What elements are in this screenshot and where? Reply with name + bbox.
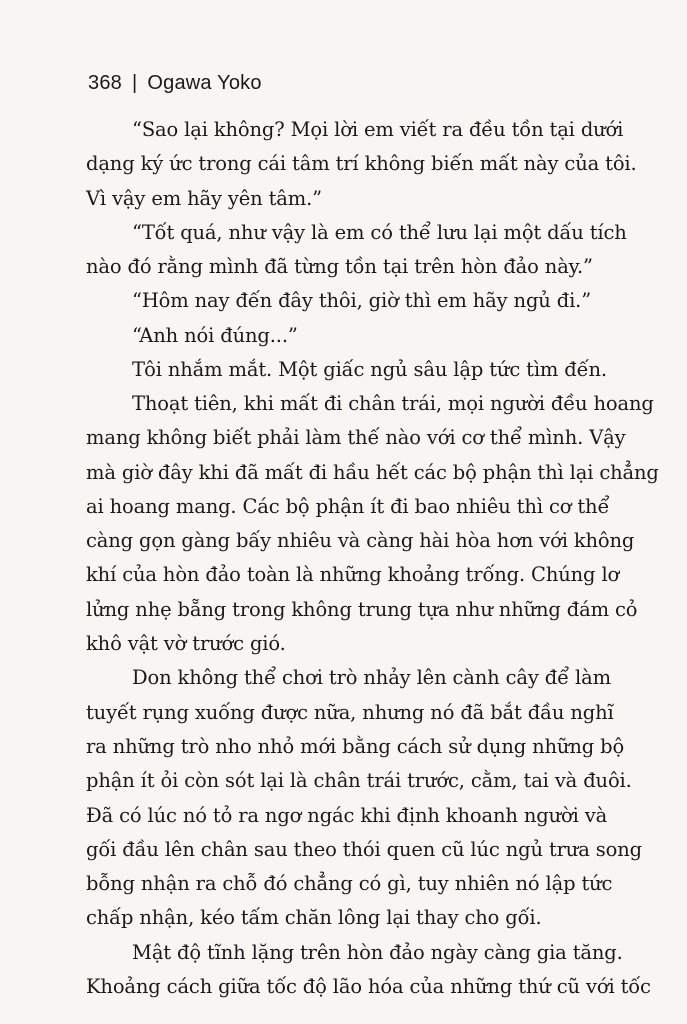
text-line: “Hôm nay đến đây thôi, giờ thì em hãy ngủ đi.”: [132, 289, 592, 313]
text-line: Đã có lúc nó tỏ ra ngơ ngác khi định khoanh người và: [86, 803, 608, 827]
text-line: Mật độ tĩnh lặng trên hòn đảo ngày càng gia tăng.: [132, 940, 623, 964]
header-separator: |: [131, 72, 138, 94]
text-line: “Anh nói đúng...”: [132, 323, 298, 347]
author-name: Ogawa Yoko: [147, 72, 262, 94]
text-line: mang không biết phải làm thế nào với cơ thể mình. Vậy: [86, 426, 626, 450]
text-line: “Tốt quá, như vậy là em có thể lưu lại một dấu tích: [132, 220, 627, 244]
text-line: càng gọn gàng bấy nhiêu và càng hài hòa hơn với không: [86, 529, 635, 553]
text-line: mà giờ đây khi đã mất đi hầu hết các bộ phận thì lại chẳng: [86, 460, 659, 484]
text-line: khô vật vờ trước gió.: [86, 632, 286, 656]
text-line: Don không thể chơi trò nhảy lên cành cây để làm: [132, 666, 611, 690]
text-line: dạng ký ức trong cái tâm trí không biến mất này của tôi.: [86, 152, 637, 176]
dialogue-section: [86, 113, 637, 387]
text-line: Khoảng cách giữa tốc độ lão hóa của những thứ cũ với tốc: [86, 975, 651, 999]
text-line: chấp nhận, kéo tấm chăn lông lại thay cho gối.: [86, 906, 542, 930]
narrative-section: [86, 387, 659, 1004]
text-line: phận ít ỏi còn sót lại là chân trái trước, cằm, tai và đuôi.: [86, 769, 632, 793]
text-line: tuyết rụng xuống được nữa, nhưng nó đã bắt đầu nghĩ: [86, 700, 614, 724]
text-line: Thoạt tiên, khi mất đi chân trái, mọi người đều hoang: [132, 392, 654, 415]
text-line: ai hoang mang. Các bộ phận ít đi bao nhiêu thì cơ thể: [86, 494, 610, 518]
text-line: khí của hòn đảo toàn là những khoảng trống. Chúng lơ: [86, 563, 620, 587]
text-line: lửng nhẹ bẵng trong không trung tựa như những đám cỏ: [86, 597, 638, 621]
text-line: nào đó rằng mình đã từng tồn tại trên hòn đảo này.”: [86, 255, 593, 279]
text-line: Tôi nhắm mắt. Một giấc ngủ sâu lập tức tìm đến.: [132, 358, 607, 382]
page-number: 368: [88, 72, 122, 94]
text-line: ra những trò nho nhỏ mới bằng cách sử dụng những bộ: [86, 734, 625, 758]
text-line: Vì vậy em hãy yên tâm.”: [86, 186, 322, 210]
text-line: “Sao lại không? Mọi lời em viết ra đều tồn tại dưới: [132, 118, 624, 141]
text-line: gối đầu lên chân sau theo thói quen cũ lúc ngủ trưa song: [86, 837, 642, 861]
text-line: bỗng nhận ra chỗ đó chẳng có gì, tuy nhiên nó lập tức: [86, 872, 613, 896]
running-header: [88, 72, 262, 95]
